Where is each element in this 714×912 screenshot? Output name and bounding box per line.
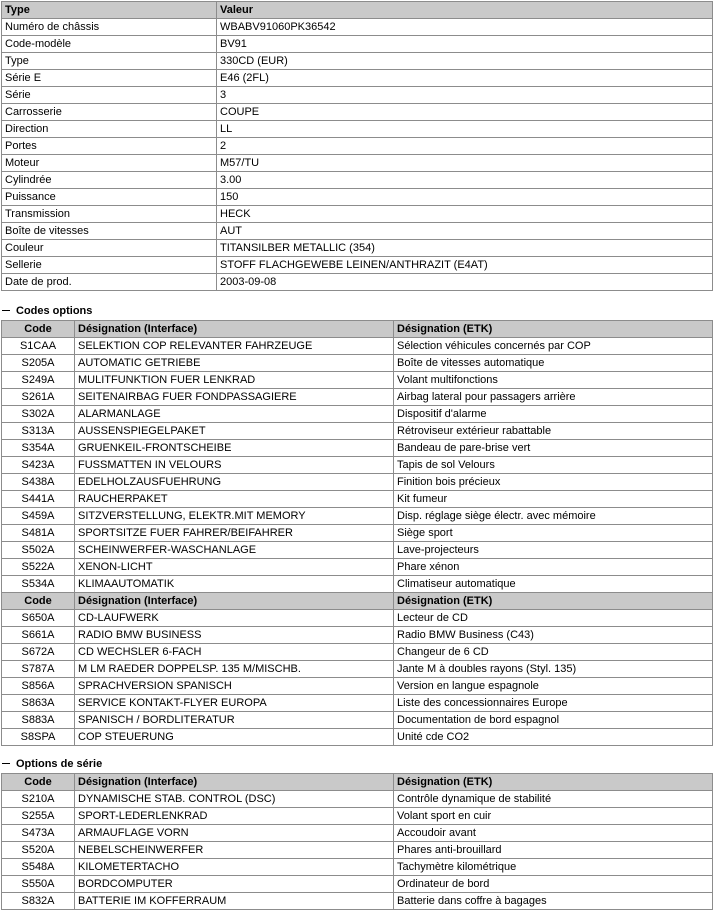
table-row [2,372,713,389]
option-interface: AUTOMATIC GETRIEBE [75,355,394,372]
option-interface: SELEKTION COP RELEVANTER FAHRZEUGE [75,338,394,355]
option-code: S8SPA [2,729,75,746]
info-label: Cylindrée [2,172,217,189]
vehicle-info-row [2,70,713,87]
table-row [2,876,713,893]
option-interface: RAUCHERPAKET [75,491,394,508]
header-value: Valeur [217,2,713,19]
vehicle-info-row [2,121,713,138]
table-row [2,457,713,474]
option-etk: Climatiseur automatique [394,576,713,593]
info-value: LL [217,121,713,138]
option-code: S255A [2,808,75,825]
option-code: S1CAA [2,338,75,355]
table-row [2,893,713,910]
header-code: Code [2,774,75,791]
option-etk: Sélection véhicules concernés par COP [394,338,713,355]
option-etk: Kit fumeur [394,491,713,508]
vehicle-info-table [1,1,713,291]
option-code: S650A [2,610,75,627]
option-interface: SPORTSITZE FUER FAHRER/BEIFAHRER [75,525,394,542]
table-row [2,791,713,808]
option-interface: XENON-LICHT [75,559,394,576]
collapse-icon [2,763,10,764]
info-label: Numéro de châssis [2,19,217,36]
info-label: Série E [2,70,217,87]
option-interface: BORDCOMPUTER [75,876,394,893]
option-etk: Liste des concessionnaires Europe [394,695,713,712]
option-code: S473A [2,825,75,842]
table-row [2,355,713,372]
option-interface: ARMAUFLAGE VORN [75,825,394,842]
option-code: S787A [2,661,75,678]
option-interface: KILOMETERTACHO [75,859,394,876]
option-etk: Volant multifonctions [394,372,713,389]
vehicle-info-row [2,138,713,155]
info-value: 2003-09-08 [217,274,713,291]
option-etk: Dispositif d'alarme [394,406,713,423]
option-code: S534A [2,576,75,593]
option-code: S249A [2,372,75,389]
option-etk: Documentation de bord espagnol [394,712,713,729]
info-value: 3.00 [217,172,713,189]
table-row [2,825,713,842]
option-code: S438A [2,474,75,491]
info-value: COUPE [217,104,713,121]
option-etk: Lecteur de CD [394,610,713,627]
vehicle-info-row [2,206,713,223]
info-label: Moteur [2,155,217,172]
option-code: S522A [2,559,75,576]
option-etk: Accoudoir avant [394,825,713,842]
option-interface: SEITENAIRBAG FUER FONDPASSAGIERE [75,389,394,406]
option-code: S205A [2,355,75,372]
option-etk: Changeur de 6 CD [394,644,713,661]
table-row [2,644,713,661]
option-interface: KLIMAAUTOMATIK [75,576,394,593]
info-label: Couleur [2,240,217,257]
option-code: S832A [2,893,75,910]
option-etk: Siège sport [394,525,713,542]
option-etk: Ordinateur de bord [394,876,713,893]
vehicle-info-row [2,155,713,172]
table-row [2,440,713,457]
table-row [2,423,713,440]
option-code: S548A [2,859,75,876]
option-code: S313A [2,423,75,440]
info-value: 150 [217,189,713,206]
option-interface: DYNAMISCHE STAB. CONTROL (DSC) [75,791,394,808]
option-etk: Rétroviseur extérieur rabattable [394,423,713,440]
option-etk: Contrôle dynamique de stabilité [394,791,713,808]
table-row [2,508,713,525]
option-etk: Jante M à doubles rayons (Styl. 135) [394,661,713,678]
info-label: Date de prod. [2,274,217,291]
option-interface: SPRACHVERSION SPANISCH [75,678,394,695]
header-code: Code [2,321,75,338]
column-header-row [2,593,713,610]
option-etk: Disp. réglage siège électr. avec mémoire [394,508,713,525]
option-interface: NEBELSCHEINWERFER [75,842,394,859]
table-row [2,712,713,729]
option-code: S423A [2,457,75,474]
option-interface: EDELHOLZAUSFUEHRUNG [75,474,394,491]
info-value: 3 [217,87,713,104]
table-row [2,491,713,508]
option-interface: SERVICE KONTAKT-FLYER EUROPA [75,695,394,712]
option-code: S672A [2,644,75,661]
option-etk: Tachymètre kilométrique [394,859,713,876]
option-etk: Unité cde CO2 [394,729,713,746]
table-row [2,859,713,876]
header-etk: Désignation (ETK) [394,774,713,791]
option-interface: BATTERIE IM KOFFERRAUM [75,893,394,910]
option-etk: Radio BMW Business (C43) [394,627,713,644]
option-interface: FUSSMATTEN IN VELOURS [75,457,394,474]
info-label: Série [2,87,217,104]
info-label: Type [2,53,217,70]
option-etk: Volant sport en cuir [394,808,713,825]
standard-options-table [1,773,713,910]
option-code: S302A [2,406,75,423]
info-label: Carrosserie [2,104,217,121]
info-label: Puissance [2,189,217,206]
option-interface: M LM RAEDER DOPPELSP. 135 M/MISCHB. [75,661,394,678]
info-value: 2 [217,138,713,155]
table-row [2,525,713,542]
info-label: Code-modèle [2,36,217,53]
option-code: S441A [2,491,75,508]
info-value: E46 (2FL) [217,70,713,87]
header-interface: Désignation (Interface) [75,321,394,338]
option-etk: Airbag lateral pour passagers arrière [394,389,713,406]
table-row [2,661,713,678]
options-section-title: Codes options [16,305,93,317]
option-etk: Lave-projecteurs [394,542,713,559]
collapse-icon [2,310,10,311]
option-etk: Version en langue espagnole [394,678,713,695]
option-code: S210A [2,791,75,808]
table-row [2,338,713,355]
table-row [2,695,713,712]
table-row [2,542,713,559]
option-interface: SITZVERSTELLUNG, ELEKTR.MIT MEMORY [75,508,394,525]
header-etk: Désignation (ETK) [394,321,713,338]
table-row [2,610,713,627]
info-label: Direction [2,121,217,138]
info-label: Boîte de vitesses [2,223,217,240]
vehicle-info-row [2,240,713,257]
table-row [2,389,713,406]
info-value: HECK [217,206,713,223]
vehicle-info-row [2,36,713,53]
table-row [2,842,713,859]
info-label: Transmission [2,206,217,223]
option-interface: SPANISCH / BORDLITERATUR [75,712,394,729]
table-row [2,406,713,423]
option-code: S459A [2,508,75,525]
header-interface: Désignation (Interface) [75,774,394,791]
info-value: 330CD (EUR) [217,53,713,70]
table-row [2,627,713,644]
option-interface: RADIO BMW BUSINESS [75,627,394,644]
info-value: TITANSILBER METALLIC (354) [217,240,713,257]
vehicle-info-row [2,87,713,104]
option-interface: ALARMANLAGE [75,406,394,423]
option-interface: MULITFUNKTION FUER LENKRAD [75,372,394,389]
vehicle-info-row [2,257,713,274]
vehicle-info-row [2,274,713,291]
info-label: Portes [2,138,217,155]
option-code: S502A [2,542,75,559]
options-section-toggle[interactable] [2,304,92,318]
options-table [1,320,713,746]
column-header-row [2,321,713,338]
option-code: S883A [2,712,75,729]
table-row [2,808,713,825]
info-value: STOFF FLACHGEWEBE LEINEN/ANTHRAZIT (E4AT) [217,257,713,274]
option-etk: Boîte de vitesses automatique [394,355,713,372]
vehicle-info-row [2,53,713,70]
table-row [2,559,713,576]
option-code: S863A [2,695,75,712]
header-code: Code [2,593,75,610]
table-row [2,678,713,695]
info-value: AUT [217,223,713,240]
option-code: S261A [2,389,75,406]
info-label: Sellerie [2,257,217,274]
vehicle-info-row [2,172,713,189]
option-interface: SPORT-LEDERLENKRAD [75,808,394,825]
option-code: S520A [2,842,75,859]
vehicle-info-row [2,19,713,36]
vehicle-info-row [2,189,713,206]
info-value: WBABV91060PK36542 [217,19,713,36]
vehicle-info-header [2,2,713,19]
option-etk: Finition bois précieux [394,474,713,491]
vehicle-info-row [2,223,713,240]
header-etk: Désignation (ETK) [394,593,713,610]
vehicle-info-row [2,104,713,121]
header-interface: Désignation (Interface) [75,593,394,610]
info-value: M57/TU [217,155,713,172]
standard-section-title: Options de série [16,758,103,770]
option-etk: Batterie dans coffre à bagages [394,893,713,910]
option-code: S354A [2,440,75,457]
option-code: S481A [2,525,75,542]
table-row [2,474,713,491]
option-etk: Phares anti-brouillard [394,842,713,859]
option-interface: COP STEUERUNG [75,729,394,746]
option-interface: SCHEINWERFER-WASCHANLAGE [75,542,394,559]
option-code: S661A [2,627,75,644]
option-etk: Bandeau de pare-brise vert [394,440,713,457]
option-code: S550A [2,876,75,893]
column-header-row [2,774,713,791]
option-interface: CD-LAUFWERK [75,610,394,627]
option-interface: CD WECHSLER 6-FACH [75,644,394,661]
info-value: BV91 [217,36,713,53]
header-type: Type [2,2,217,19]
option-interface: AUSSENSPIEGELPAKET [75,423,394,440]
option-etk: Tapis de sol Velours [394,457,713,474]
standard-section-toggle[interactable] [2,757,102,771]
option-interface: GRUENKEIL-FRONTSCHEIBE [75,440,394,457]
option-etk: Phare xénon [394,559,713,576]
table-row [2,729,713,746]
option-code: S856A [2,678,75,695]
table-row [2,576,713,593]
